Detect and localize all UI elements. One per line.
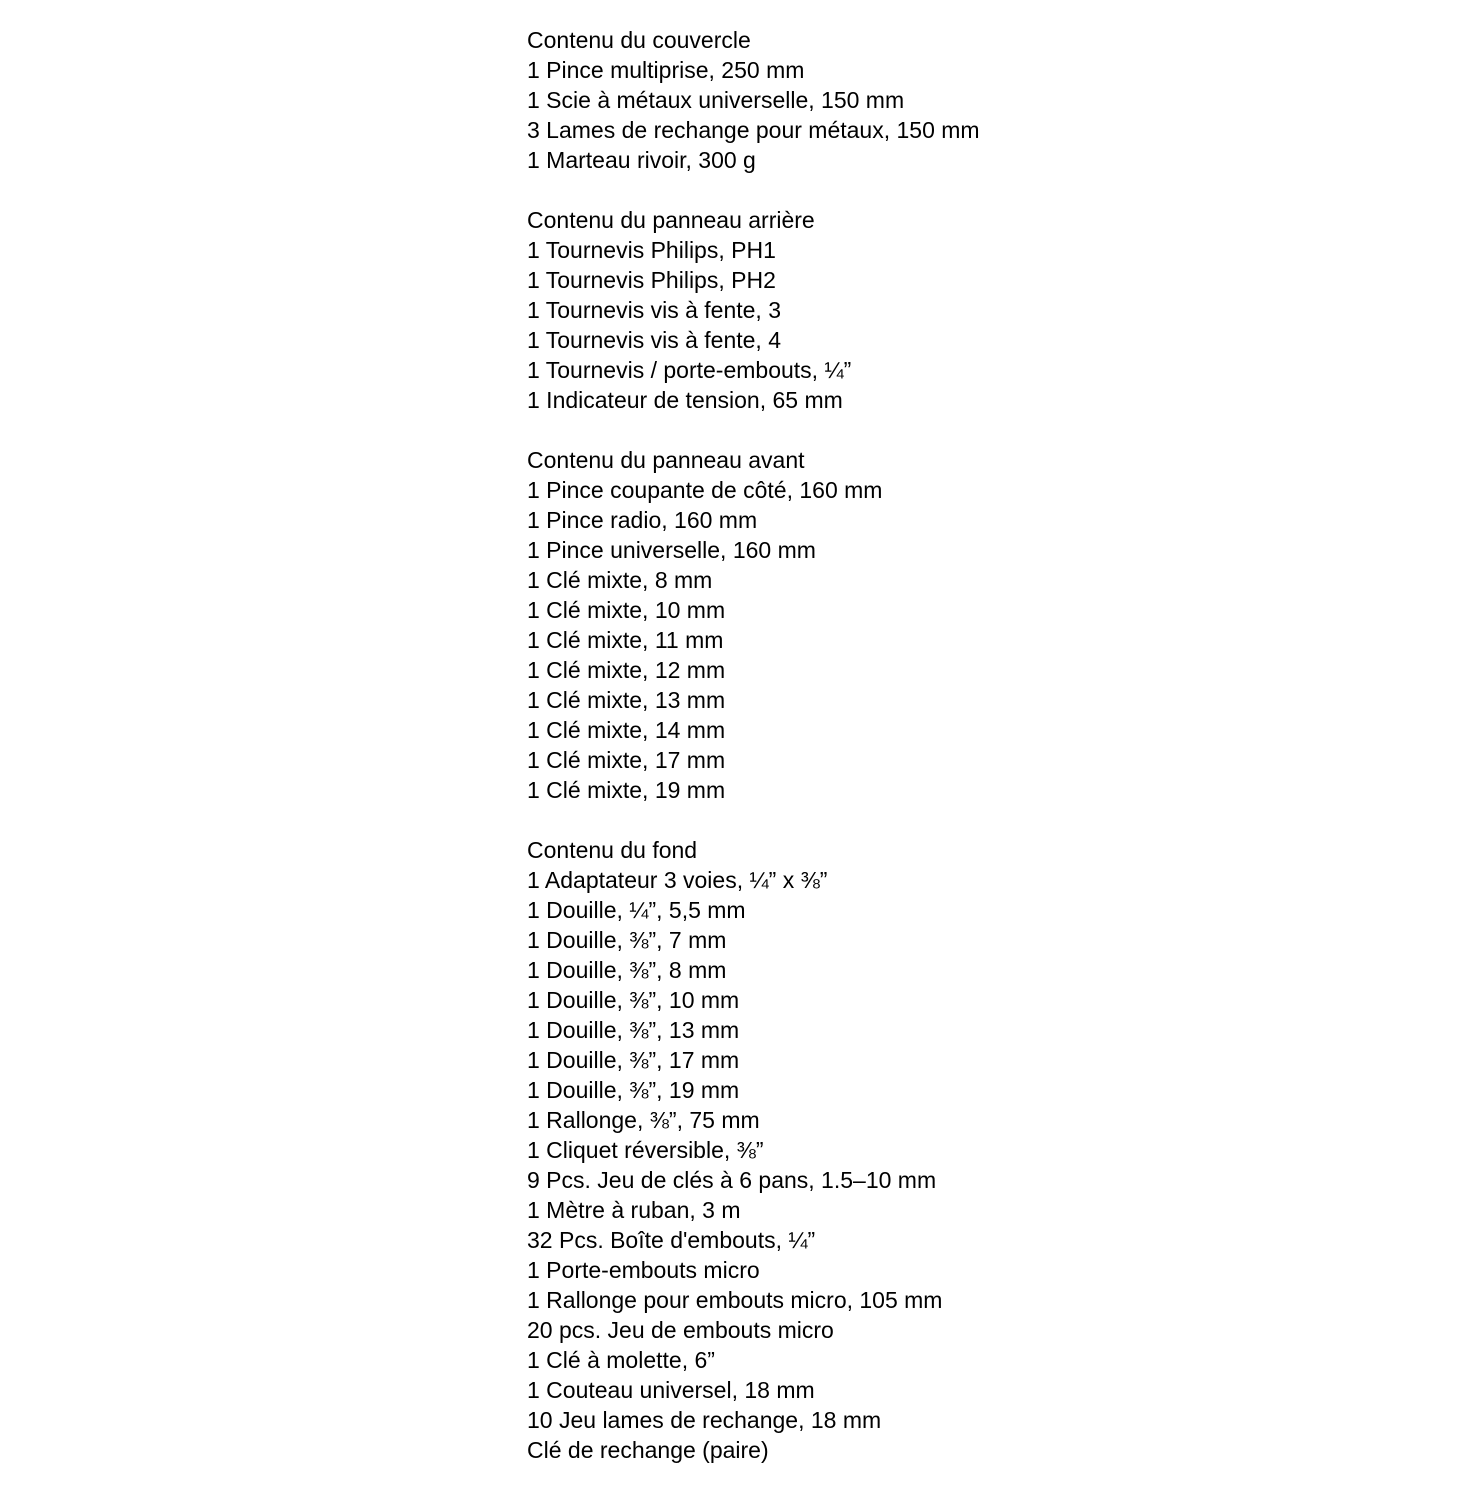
list-item: 1 Clé mixte, 17 mm bbox=[527, 747, 726, 773]
list-item: 1 Douille, ⅜”, 19 mm bbox=[527, 1077, 740, 1103]
list-item: 1 Rallonge, ⅜”, 75 mm bbox=[527, 1107, 760, 1133]
list-item: 1 Tournevis vis à fente, 4 bbox=[527, 327, 781, 353]
list-item: 1 Douille, ⅜”, 8 mm bbox=[527, 957, 727, 983]
section-heading: Contenu du panneau arrière bbox=[527, 207, 815, 233]
list-item: 1 Clé à molette, 6” bbox=[527, 1347, 715, 1373]
list-item: Clé de rechange (paire) bbox=[527, 1437, 769, 1463]
list-item: 1 Douille, ⅜”, 17 mm bbox=[527, 1047, 740, 1073]
list-item: 1 Douille, ⅜”, 10 mm bbox=[527, 987, 740, 1013]
list-item: 20 pcs. Jeu de embouts micro bbox=[527, 1317, 834, 1343]
contents-list bbox=[527, 25, 1427, 1465]
list-item: 1 Tournevis / porte-embouts, ¼” bbox=[527, 357, 852, 383]
list-item: 1 Douille, ¼”, 5,5 mm bbox=[527, 897, 746, 923]
list-item: 1 Clé mixte, 13 mm bbox=[527, 687, 726, 713]
section-back-panel bbox=[527, 205, 1427, 415]
list-item: 32 Pcs. Boîte d'embouts, ¼” bbox=[527, 1227, 816, 1253]
list-item: 1 Pince coupante de côté, 160 mm bbox=[527, 477, 883, 503]
list-item: 1 Couteau universel, 18 mm bbox=[527, 1377, 815, 1403]
list-item: 1 Cliquet réversible, ⅜” bbox=[527, 1137, 764, 1163]
list-item: 1 Clé mixte, 12 mm bbox=[527, 657, 726, 683]
list-item: 1 Mètre à ruban, 3 m bbox=[527, 1197, 741, 1223]
list-item: 1 Clé mixte, 14 mm bbox=[527, 717, 726, 743]
list-item: 1 Clé mixte, 8 mm bbox=[527, 567, 713, 593]
list-item: 9 Pcs. Jeu de clés à 6 pans, 1.5–10 mm bbox=[527, 1167, 937, 1193]
list-item: 1 Pince multiprise, 250 mm bbox=[527, 57, 805, 83]
list-item: 1 Porte-embouts micro bbox=[527, 1257, 760, 1283]
list-item: 1 Pince radio, 160 mm bbox=[527, 507, 758, 533]
list-item: 1 Marteau rivoir, 300 g bbox=[527, 147, 756, 173]
list-item: 1 Douille, ⅜”, 7 mm bbox=[527, 927, 727, 953]
list-item: 10 Jeu lames de rechange, 18 mm bbox=[527, 1407, 882, 1433]
list-item: 1 Pince universelle, 160 mm bbox=[527, 537, 816, 563]
list-item: 1 Adaptateur 3 voies, ¼” x ⅜” bbox=[527, 867, 828, 893]
list-item: 1 Douille, ⅜”, 13 mm bbox=[527, 1017, 740, 1043]
section-front-panel bbox=[527, 445, 1427, 805]
list-item: 1 Tournevis Philips, PH2 bbox=[527, 267, 776, 293]
list-item: 1 Tournevis vis à fente, 3 bbox=[527, 297, 781, 323]
section-heading: Contenu du fond bbox=[527, 837, 698, 863]
section-lid bbox=[527, 25, 1427, 175]
section-heading: Contenu du panneau avant bbox=[527, 447, 805, 473]
list-item: 3 Lames de rechange pour métaux, 150 mm bbox=[527, 117, 980, 143]
list-item: 1 Clé mixte, 10 mm bbox=[527, 597, 726, 623]
list-item: 1 Tournevis Philips, PH1 bbox=[527, 237, 776, 263]
list-item: 1 Clé mixte, 19 mm bbox=[527, 777, 726, 803]
section-bottom bbox=[527, 835, 1427, 1465]
list-item: 1 Clé mixte, 11 mm bbox=[527, 627, 724, 653]
list-item: 1 Scie à métaux universelle, 150 mm bbox=[527, 87, 905, 113]
list-item: 1 Rallonge pour embouts micro, 105 mm bbox=[527, 1287, 943, 1313]
section-heading: Contenu du couvercle bbox=[527, 27, 751, 53]
list-item: 1 Indicateur de tension, 65 mm bbox=[527, 387, 843, 413]
